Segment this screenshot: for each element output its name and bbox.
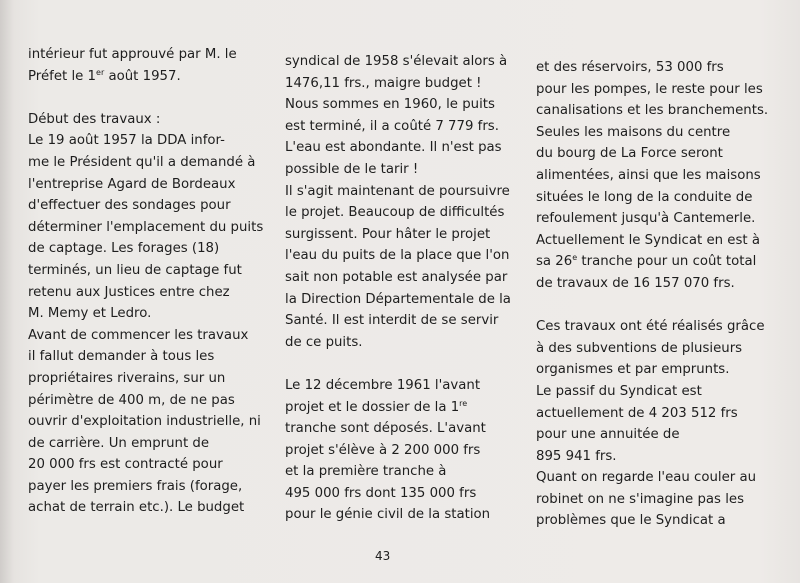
text-line <box>28 368 263 390</box>
text-line <box>28 433 263 455</box>
text-line <box>536 359 768 381</box>
text-line-main: Seules les maisons du centre <box>536 124 731 140</box>
text-line-main: il fallut demander à tous les <box>28 349 215 365</box>
text-line <box>536 510 768 532</box>
text-line <box>285 310 511 332</box>
text-line <box>285 440 511 462</box>
text-line <box>285 461 511 483</box>
text-column-2 <box>285 51 511 526</box>
text-line <box>28 346 263 368</box>
text-line-main: canalisations et les branchements. <box>536 103 769 119</box>
text-line-main: Avant de commencer les travaux <box>28 327 249 343</box>
text-line-main: sa 26 <box>536 254 573 270</box>
superscript: er <box>96 67 105 77</box>
text-line <box>28 152 263 174</box>
text-line-main: 895 941 frs. <box>536 448 617 464</box>
text-line-main: Il s'agit maintenant de poursuivre <box>285 183 510 199</box>
text-line <box>536 273 768 295</box>
text-line-main: terminés, un lieu de captage fut <box>28 262 242 278</box>
text-line <box>285 73 511 95</box>
text-line <box>285 181 511 203</box>
text-line-main: achat de terrain etc.). Le budget <box>28 500 245 516</box>
text-line-main: actuellement de 4 203 512 frs <box>536 405 738 421</box>
text-line-main: et la première tranche à <box>285 464 447 480</box>
text-line <box>28 497 263 519</box>
text-line-main: à des subventions de plusieurs <box>536 340 743 356</box>
text-line <box>536 230 768 252</box>
text-line-main: pour les pompes, le reste pour les <box>536 81 763 97</box>
page-number: 43 <box>375 549 391 563</box>
text-line <box>536 79 768 101</box>
text-line <box>28 390 263 412</box>
text-line <box>28 238 263 260</box>
text-line <box>536 316 768 338</box>
text-line <box>536 381 768 403</box>
text-line-main: retenu aux Justices entre chez <box>28 284 230 300</box>
text-line <box>28 260 263 282</box>
text-line-main: organismes et par emprunts. <box>536 362 730 378</box>
text-line-main: intérieur fut approuvé par M. le <box>28 47 237 62</box>
text-line-main: de captage. Les forages (18) <box>28 241 220 257</box>
text-line-main: Début des travaux : <box>28 111 161 127</box>
text-line-main: possible de le tarir ! <box>285 161 419 177</box>
text-line <box>28 174 263 196</box>
text-line-main: l'entreprise Agard de Bordeaux <box>28 176 236 192</box>
text-line-after: tranche pour un coût total <box>577 254 757 270</box>
text-line-main: tranche sont déposés. L'avant <box>285 421 486 437</box>
text-line-after: août 1957. <box>104 68 181 84</box>
text-line <box>536 251 768 273</box>
text-column-1 <box>28 44 263 519</box>
text-line <box>285 289 511 311</box>
text-line <box>536 143 768 165</box>
text-line <box>536 467 768 489</box>
text-line <box>285 375 511 397</box>
text-line <box>28 282 263 304</box>
text-line <box>536 446 768 468</box>
text-line <box>28 454 263 476</box>
text-line-main: Préfet le 1 <box>28 68 97 84</box>
text-line <box>28 130 263 152</box>
text-line-main: problèmes que le Syndicat a <box>536 513 726 529</box>
text-line-main: situées le long de la conduite de <box>536 189 753 205</box>
text-line-main: M. Memy et Ledro. <box>28 306 152 322</box>
text-line <box>285 51 511 73</box>
text-line-main: Santé. Il est interdit de se servir <box>285 313 499 329</box>
text-line <box>285 137 511 159</box>
text-line-main: projet s'élève à 2 200 000 frs <box>285 442 481 458</box>
text-line-main: payer les premiers frais (forage, <box>28 478 243 494</box>
text-line <box>536 187 768 209</box>
text-line-main: pour une annuitée de <box>536 427 680 443</box>
text-line-main: d'effectuer des sondages pour <box>28 198 231 214</box>
text-line <box>28 476 263 498</box>
text-line <box>28 411 263 433</box>
text-line-main: Le 12 décembre 1961 l'avant <box>285 377 481 393</box>
superscript: re <box>459 398 468 408</box>
text-line-main: le projet. Beaucoup de difficultés <box>285 205 505 221</box>
text-line-main: de travaux de 16 157 070 frs. <box>536 275 735 291</box>
text-line <box>285 267 511 289</box>
text-line <box>536 489 768 511</box>
text-line-main: Actuellement le Syndicat en est à <box>536 232 760 248</box>
text-line-main: du bourg de La Force seront <box>536 146 723 162</box>
text-line-main: syndical de 1958 s'élevait alors à <box>285 54 508 69</box>
text-line <box>536 100 768 122</box>
text-line <box>285 245 511 267</box>
text-line <box>28 325 263 347</box>
text-line <box>536 208 768 230</box>
text-line-main: alimentées, ainsi que les maisons <box>536 167 761 183</box>
text-line <box>285 224 511 246</box>
text-line-main: L'eau est abondante. Il n'est pas <box>285 140 502 156</box>
text-line-main: Ces travaux ont été réalisés grâce <box>536 319 765 335</box>
text-line <box>285 418 511 440</box>
superscript: e <box>572 253 578 263</box>
text-line-main: périmètre de 400 m, de ne pas <box>28 392 235 408</box>
text-line-main: de ce puits. <box>285 334 363 350</box>
text-line <box>536 424 768 446</box>
text-line-main: Le passif du Syndicat est <box>536 383 702 399</box>
text-line <box>536 57 768 79</box>
text-line-main: projet et le dossier de la 1 <box>285 399 460 415</box>
text-line-main: ouvrir d'exploitation industrielle, ni <box>28 414 261 430</box>
paragraph-gap <box>28 87 263 109</box>
text-line-main: et des réservoirs, 53 000 frs <box>536 60 724 75</box>
paragraph-gap <box>536 295 768 317</box>
text-line-main: refoulement jusqu'à Cantemerle. <box>536 211 756 227</box>
text-line-main: la Direction Départementale de la <box>285 291 511 307</box>
text-line <box>28 44 263 66</box>
text-line-main: est terminé, il a coûté 7 779 frs. <box>285 118 499 134</box>
text-line-main: robinet on ne s'imagine pas les <box>536 491 745 507</box>
text-column-3 <box>536 57 768 532</box>
text-line-main: me le Président qu'il a demandé à <box>28 154 256 170</box>
paragraph-gap <box>285 353 511 375</box>
text-line-main: Nous sommes en 1960, le puits <box>285 97 495 113</box>
text-line-main: propriétaires riverains, sur un <box>28 370 226 386</box>
text-line-main: sait non potable est analysée par <box>285 269 508 285</box>
text-line <box>28 217 263 239</box>
text-line <box>28 66 263 88</box>
text-line <box>536 403 768 425</box>
text-line-main: Le 19 août 1957 la DDA infor- <box>28 133 225 149</box>
text-line <box>28 303 263 325</box>
text-line <box>28 109 263 131</box>
text-line-main: déterminer l'emplacement du puits <box>28 219 264 235</box>
text-line-main: 20 000 frs est contracté pour <box>28 457 223 473</box>
text-line-main: 1476,11 frs., maigre budget ! <box>285 75 482 91</box>
text-line <box>285 116 511 138</box>
text-line <box>285 332 511 354</box>
text-line <box>536 122 768 144</box>
text-line <box>285 159 511 181</box>
text-line-main: pour le génie civil de la station <box>285 507 491 523</box>
text-line-main: 495 000 frs dont 135 000 frs <box>285 485 477 501</box>
text-line <box>536 165 768 187</box>
text-line <box>285 397 511 419</box>
text-line <box>28 195 263 217</box>
text-line <box>536 338 768 360</box>
text-line-main: Quant on regarde l'eau couler au <box>536 470 757 486</box>
text-line <box>285 504 511 526</box>
text-line <box>285 94 511 116</box>
text-line-main: l'eau du puits de la place que l'on <box>285 248 510 264</box>
text-line-main: surgissent. Pour hâter le projet <box>285 226 491 242</box>
text-line <box>285 483 511 505</box>
text-line <box>285 202 511 224</box>
text-line-main: de carrière. Un emprunt de <box>28 435 210 451</box>
